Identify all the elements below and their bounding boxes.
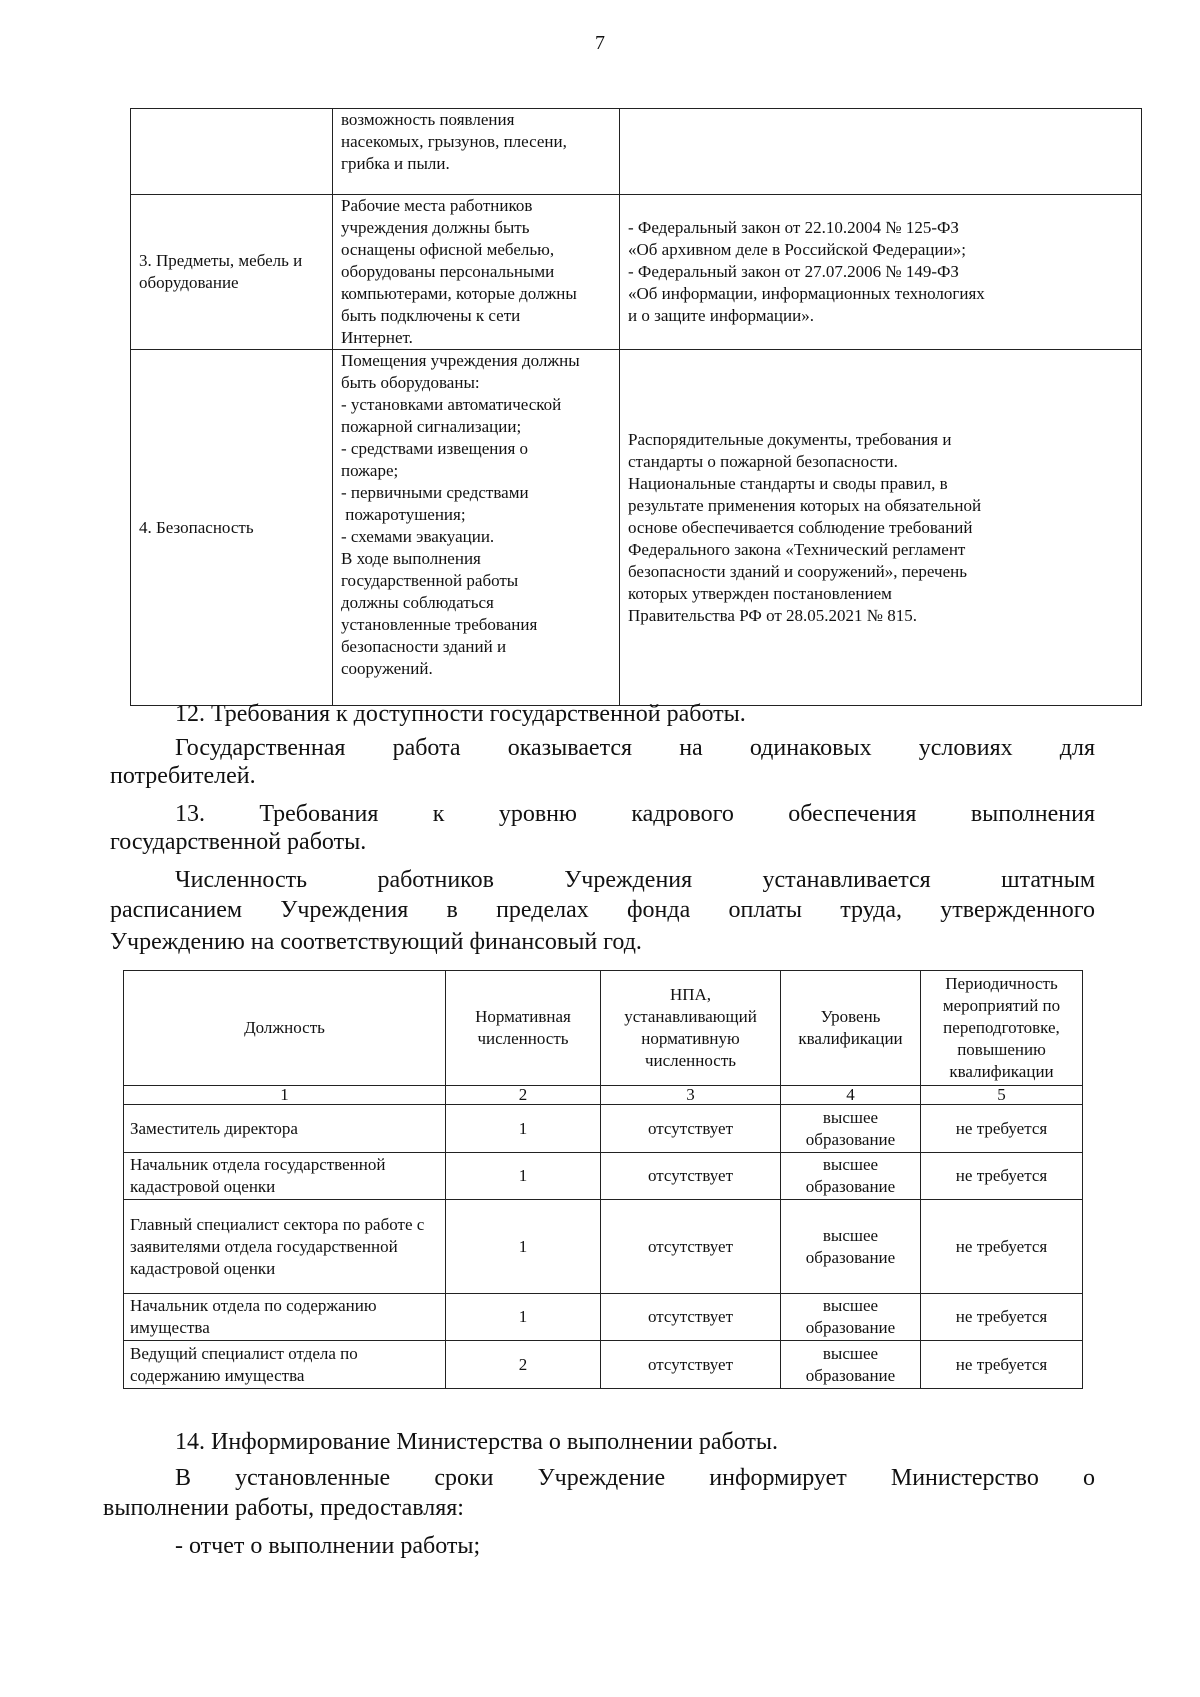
- text-line: Рабочие места работников: [341, 196, 533, 215]
- documents-cell: [620, 350, 1142, 706]
- text-line: стандарты о пожарной безопасности.: [628, 451, 898, 471]
- column-number: 1: [124, 1086, 446, 1105]
- periodicity-cell: не требуется: [921, 1341, 1083, 1389]
- section-13-text-line: Учреждению на соответствующий финансовый год.: [110, 929, 642, 955]
- section-14-list-item: - отчет о выполнении работы;: [175, 1533, 481, 1559]
- text-line: и о защите информации».: [628, 306, 814, 325]
- text-line: пожаротушения;: [341, 505, 466, 524]
- position-cell: Начальник отдела по содержанию имущества: [124, 1294, 446, 1341]
- section-cell: 3. Предметы, мебель и оборудование: [131, 195, 333, 350]
- section-13-heading-line: государственной работы.: [110, 829, 367, 855]
- text-line: «Об информации, информационных технологиях: [628, 284, 985, 303]
- column-header: Периодичность мероприятий по переподготовке, повышению квалификации: [921, 971, 1083, 1086]
- section-14-text-line: выполнении работы, предоставляя:: [103, 1495, 464, 1521]
- column-number: 3: [601, 1086, 781, 1105]
- column-number: 4: [781, 1086, 921, 1105]
- table-row: [124, 1153, 1083, 1200]
- text-line: быть оборудованы:: [341, 373, 480, 392]
- text-line: учреждения должны быть: [341, 218, 530, 237]
- count-cell: 1: [446, 1153, 601, 1200]
- section-13-heading-line: 13. Требования к уровню кадрового обеспечения выполнения: [175, 801, 1095, 827]
- table-row: [124, 1294, 1083, 1341]
- table-row: [131, 109, 1142, 195]
- text-line: - схемами эвакуации.: [341, 527, 495, 546]
- text-line: Помещения учреждения должны: [341, 351, 580, 370]
- text-line: которых утвержден постановлением: [628, 583, 892, 603]
- text-line: пожаре;: [341, 461, 399, 480]
- page-number: 7: [595, 32, 605, 54]
- column-header: Уровень квалификации: [781, 971, 921, 1086]
- table-row: [131, 350, 1142, 706]
- column-number: 2: [446, 1086, 601, 1105]
- npa-cell: отсутствует: [601, 1153, 781, 1200]
- text-line: оснащены офисной мебелью,: [341, 240, 555, 259]
- text-line: должны соблюдаться: [341, 593, 494, 612]
- text-line: - первичными средствами: [341, 483, 529, 502]
- section-cell: [131, 109, 333, 195]
- column-header: Должность: [124, 971, 446, 1086]
- column-number-row: [124, 1086, 1083, 1105]
- qualification-cell: высшее образование: [781, 1200, 921, 1294]
- qualification-cell: высшее образование: [781, 1341, 921, 1389]
- requirement-cell: [333, 109, 620, 195]
- column-number: 5: [921, 1086, 1083, 1105]
- text-line: установленные требования: [341, 615, 538, 634]
- text-line: Национальные стандарты и своды правил, в: [628, 473, 948, 493]
- section-13-text-line: Численность работников Учреждения устанавливается штатным: [175, 867, 1095, 893]
- count-cell: 1: [446, 1105, 601, 1153]
- text-line: - установками автоматической: [341, 395, 562, 414]
- periodicity-cell: не требуется: [921, 1153, 1083, 1200]
- periodicity-cell: не требуется: [921, 1105, 1083, 1153]
- text-line: быть подключены к сети: [341, 306, 521, 325]
- table-header-row: [124, 971, 1083, 1086]
- periodicity-cell: не требуется: [921, 1200, 1083, 1294]
- column-header: НПА, устанавливающий нормативную численность: [601, 971, 781, 1086]
- text-line: оборудованы персональными: [341, 262, 555, 281]
- position-cell: Главный специалист сектора по работе с заявителями отдела государственной кадастровой оценки: [124, 1200, 446, 1294]
- text-line: результате применения которых на обязательной: [628, 495, 982, 515]
- text-line: безопасности зданий и сооружений», перечень: [628, 561, 967, 581]
- documents-cell: [620, 195, 1142, 350]
- requirement-cell: [333, 350, 620, 706]
- count-cell: 1: [446, 1200, 601, 1294]
- text-line: основе обеспечивается соблюдение требований: [628, 517, 973, 537]
- text-line: насекомых, грызунов, плесени,: [341, 132, 567, 151]
- section-12-heading: 12. Требования к доступности государственной работы.: [175, 701, 746, 727]
- text-line: Интернет.: [341, 328, 413, 347]
- qualification-cell: высшее образование: [781, 1153, 921, 1200]
- count-cell: 1: [446, 1294, 601, 1341]
- table-row: [124, 1200, 1083, 1294]
- text-line: грибка и пыли.: [341, 154, 450, 173]
- section-12-text-line: Государственная работа оказывается на одинаковых условиях для: [175, 735, 1095, 761]
- section-14-heading: 14. Информирование Министерства о выполнении работы.: [175, 1429, 779, 1455]
- text-line: - Федеральный закон от 27.07.2006 № 149-ФЗ: [628, 262, 959, 281]
- text-line: Правительства РФ от 28.05.2021 № 815.: [628, 605, 917, 625]
- text-line: возможность появления: [341, 110, 515, 129]
- text-line: пожарной сигнализации;: [341, 417, 522, 436]
- table-row: [124, 1341, 1083, 1389]
- staffing-table: [123, 970, 1083, 1389]
- text-line: - Федеральный закон от 22.10.2004 № 125-ФЗ: [628, 218, 959, 237]
- text-line: «Об архивном деле в Российской Федерации»;: [628, 240, 966, 259]
- periodicity-cell: не требуется: [921, 1294, 1083, 1341]
- qualification-cell: высшее образование: [781, 1105, 921, 1153]
- qualification-cell: высшее образование: [781, 1294, 921, 1341]
- position-cell: Заместитель директора: [124, 1105, 446, 1153]
- text-line: Распорядительные документы, требования и: [628, 429, 952, 449]
- position-cell: Начальник отдела государственной кадастровой оценки: [124, 1153, 446, 1200]
- column-header: Нормативная численность: [446, 971, 601, 1086]
- count-cell: 2: [446, 1341, 601, 1389]
- section-12-text-line: потребителей.: [110, 763, 256, 789]
- section-cell: 4. Безопасность: [131, 350, 333, 706]
- requirement-cell: [333, 195, 620, 350]
- table-row: [124, 1105, 1083, 1153]
- requirements-table: [130, 108, 1142, 706]
- section-13-text-line: расписанием Учреждения в пределах фонда оплаты труда, утвержденного: [110, 897, 1095, 923]
- section-14-text-line: В установленные сроки Учреждение информирует Министерство о: [175, 1465, 1095, 1491]
- npa-cell: отсутствует: [601, 1200, 781, 1294]
- npa-cell: отсутствует: [601, 1105, 781, 1153]
- text-line: Федерального закона «Технический регламент: [628, 539, 966, 559]
- npa-cell: отсутствует: [601, 1341, 781, 1389]
- table-row: [131, 195, 1142, 350]
- text-line: сооружений.: [341, 659, 433, 678]
- npa-cell: отсутствует: [601, 1294, 781, 1341]
- position-cell: Ведущий специалист отдела по содержанию имущества: [124, 1341, 446, 1389]
- text-line: безопасности зданий и: [341, 637, 507, 656]
- text-line: - средствами извещения о: [341, 439, 529, 458]
- text-line: государственной работы: [341, 571, 519, 590]
- text-line: компьютерами, которые должны: [341, 284, 577, 303]
- documents-cell: [620, 109, 1142, 195]
- text-line: В ходе выполнения: [341, 549, 481, 568]
